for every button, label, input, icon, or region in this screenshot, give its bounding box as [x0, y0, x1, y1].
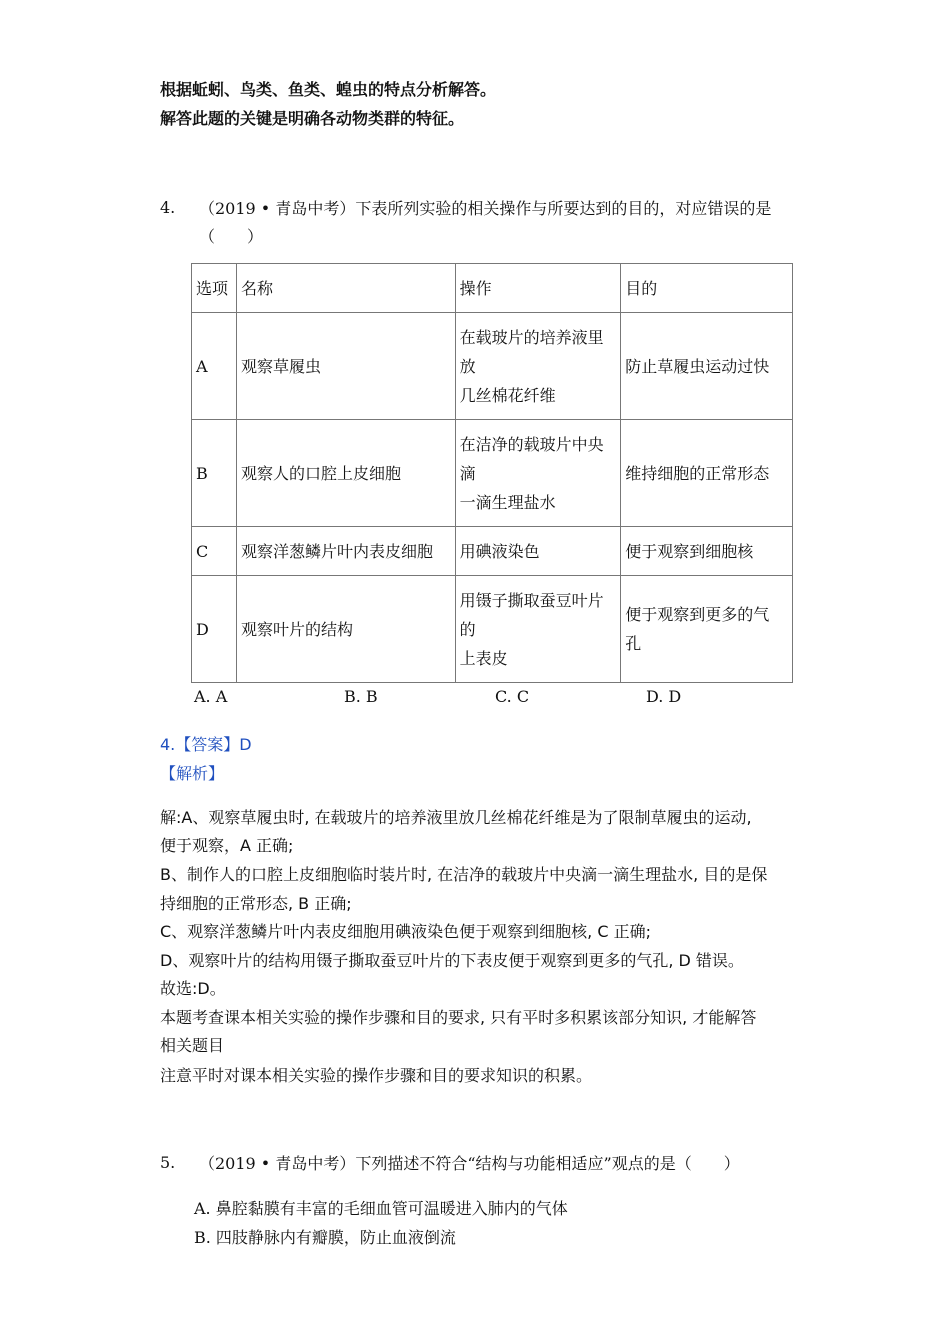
operation-line: 几丝棉花纤维: [459, 385, 556, 405]
analysis-line: 故选:D。: [160, 979, 226, 998]
experiment-table: [191, 263, 793, 683]
analysis-line: C、观察洋葱鳞片叶内表皮细胞用碘液染色便于观察到细胞核, C 正确;: [160, 922, 651, 941]
option-cell: C: [192, 527, 237, 576]
operation-line: 放: [459, 356, 476, 376]
operation-line: 用镊子撕取蚕豆叶片: [459, 590, 604, 610]
intro-line-1: 根据蚯蚓、鸟类、鱼类、蝗虫的特点分析解答。: [160, 80, 497, 99]
operation-line: 用碘液染色: [459, 541, 540, 561]
question-4-stem: （2019 • 青岛中考）下表所列实验的相关操作与所要达到的目的，对应错误的是: [199, 199, 772, 218]
operation-line: 在洁净的载玻片中央: [459, 434, 604, 454]
analysis-line: 解:A、观察草履虫时, 在载玻片的培养液里放几丝棉花纤维是为了限制草履虫的运动,: [160, 808, 752, 827]
analysis-line: B、制作人的口腔上皮细胞临时装片时, 在洁净的载玻片中央滴一滴生理盐水, 目的是保: [160, 865, 768, 884]
choice-c: C. C: [495, 687, 530, 706]
name-cell: 观察洋葱鳞片叶内表皮细胞: [236, 527, 455, 576]
purpose-cell: 便于观察到细胞核: [621, 527, 793, 576]
table-row: [192, 420, 793, 527]
question-5-number: 5.: [160, 1153, 176, 1172]
q5-choice-a: A. 鼻腔黏膜有丰富的毛细血管可温暖进入肺内的气体: [194, 1199, 568, 1218]
operation-line: 在载玻片的培养液里: [459, 327, 604, 347]
option-cell: B: [192, 420, 237, 527]
operation-cell: [455, 527, 621, 576]
choice-a: A. A: [194, 687, 228, 706]
purpose-cell: 便于观察到更多的气 孔: [621, 576, 793, 683]
name-cell: 观察叶片的结构: [236, 576, 455, 683]
question-4-paren: （ ）: [199, 227, 264, 246]
operation-line: 的: [459, 619, 476, 639]
operation-cell: [455, 576, 621, 683]
question-5-stem: （2019 • 青岛中考）下列描述不符合“结构与功能相适应”观点的是（ ）: [199, 1154, 740, 1173]
header-cell: 目的: [621, 264, 793, 313]
operation-cell: [455, 420, 621, 527]
purpose-cell: 维持细胞的正常形态: [621, 420, 793, 527]
table-row: [192, 527, 793, 576]
purpose-cell: 防止草履虫运动过快: [621, 313, 793, 420]
q5-choice-b: B. 四肢静脉内有瓣膜，防止血液倒流: [194, 1228, 456, 1247]
question-4-number: 4.: [160, 198, 176, 217]
operation-line: 一滴生理盐水: [459, 492, 556, 512]
table-row: [192, 313, 793, 420]
choice-b: B. B: [344, 687, 378, 706]
analysis-line: 持细胞的正常形态, B 正确;: [160, 894, 352, 913]
name-cell: 观察草履虫: [236, 313, 455, 420]
name-cell: 观察人的口腔上皮细胞: [236, 420, 455, 527]
operation-line: 滴: [459, 463, 476, 483]
analysis-line: 便于观察，A 正确;: [160, 836, 294, 855]
table-row: [192, 576, 793, 683]
header-cell: 选项: [192, 264, 237, 313]
intro-line-2: 解答此题的关键是明确各动物类群的特征。: [160, 109, 465, 128]
analysis-line: 本题考查课本相关实验的操作步骤和目的要求, 只有平时多积累该部分知识, 才能解答: [160, 1008, 757, 1027]
answer-label: 4.【答案】D: [160, 735, 252, 754]
analysis-line: 注意平时对课本相关实验的操作步骤和目的要求知识的积累。: [160, 1066, 593, 1085]
operation-line: 上表皮: [459, 648, 508, 668]
table-header-row: [192, 264, 793, 313]
analysis-label: 【解析】: [160, 764, 225, 783]
operation-cell: [455, 313, 621, 420]
choice-d: D. D: [646, 687, 682, 706]
header-cell: 名称: [236, 264, 455, 313]
analysis-line: D、观察叶片的结构用镊子撕取蚕豆叶片的下表皮便于观察到更多的气孔, D 错误。: [160, 951, 744, 970]
header-cell: 操作: [455, 264, 621, 313]
option-cell: A: [192, 313, 237, 420]
analysis-line: 相关题目: [160, 1036, 225, 1055]
option-cell: D: [192, 576, 237, 683]
